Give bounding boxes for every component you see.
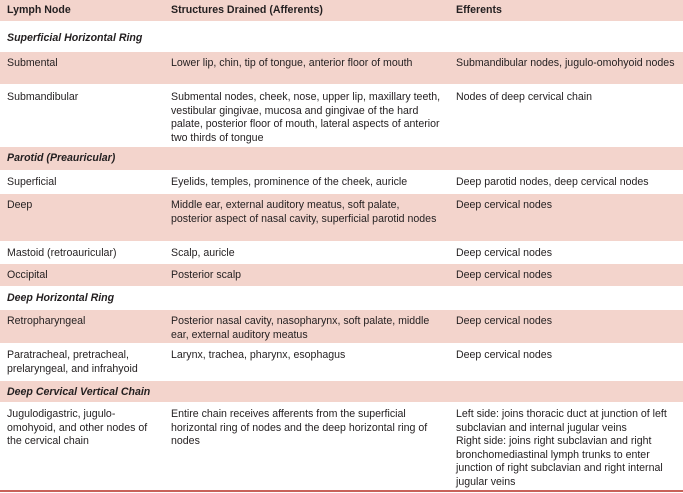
section-row xyxy=(0,287,683,310)
table-row xyxy=(0,264,683,287)
efferents-cell: Deep cervical nodes xyxy=(449,194,683,242)
table-row xyxy=(0,52,683,85)
node-cell: Paratracheal, pretracheal, prelaryngeal, and infrahyoid xyxy=(7,349,138,375)
header-row xyxy=(0,0,683,22)
node-cell: Jugulodigastric, jugulo-omohyoid, and other nodes of the cervical chain xyxy=(7,408,148,448)
node-cell: Mastoid (retroauricular) xyxy=(7,247,117,259)
table-row xyxy=(0,403,683,491)
header-lymph-node: Lymph Node xyxy=(0,0,164,22)
efferents-cell: Deep cervical nodes xyxy=(449,310,683,344)
efferents-cell: Deep cervical nodes xyxy=(456,349,552,361)
section-label: Deep Cervical Vertical Chain xyxy=(0,381,683,403)
afferents-cell: Submental nodes, cheek, nose, upper lip, maxillary teeth, vestibular gingivae, mucosa and gingivae of the hard palate, posterior floor of mouth, lateral aspects of anterior two thirds of tongue xyxy=(171,91,441,144)
table-row xyxy=(0,344,683,381)
header-efferents: Efferents xyxy=(449,0,683,22)
afferents-cell: Eyelids, temples, prominence of the cheek, auricle xyxy=(171,176,408,188)
afferents-cell: Posterior scalp xyxy=(164,264,449,287)
afferents-cell: Larynx, trachea, pharynx, esophagus xyxy=(171,349,346,361)
section-label: Parotid (Preauricular) xyxy=(0,147,683,171)
table-row xyxy=(0,310,683,344)
efferents-cell: Nodes of deep cervical chain xyxy=(456,91,593,103)
afferents-cell: Entire chain receives afferents from the superficial horizontal ring of nodes and the deep horizontal ring of nodes xyxy=(171,408,428,448)
afferents-cell: Lower lip, chin, tip of tongue, anterior floor of mouth xyxy=(164,52,449,85)
afferents-cell: Posterior nasal cavity, nasopharynx, soft palate, middle ear, external auditory meatus xyxy=(164,310,449,344)
table-row xyxy=(0,242,683,264)
efferents-cell: Deep cervical nodes xyxy=(449,264,683,287)
table-row xyxy=(0,171,683,194)
section-label: Deep Horizontal Ring xyxy=(7,292,115,304)
section-row xyxy=(0,381,683,403)
section-label: Superficial Horizontal Ring xyxy=(7,32,143,44)
efferents-cell: Left side: joins thoracic duct at junction of left subclavian and internal jugular veins Right side: joins right subclavian and right bronchomediastinal lymph trunks to enter junction of right subclavian and right internal jugular veins xyxy=(456,408,667,488)
node-cell: Submental xyxy=(0,52,164,85)
efferents-cell: Submandibular nodes, jugulo-omohyoid nodes xyxy=(449,52,683,85)
table-row xyxy=(0,85,683,147)
node-cell: Deep xyxy=(0,194,164,242)
section-row xyxy=(0,147,683,171)
header-afferents: Structures Drained (Afferents) xyxy=(164,0,449,22)
efferents-cell: Deep cervical nodes xyxy=(456,247,552,259)
section-row xyxy=(0,22,683,52)
table-row xyxy=(0,194,683,242)
node-cell: Submandibular xyxy=(7,91,79,103)
node-cell: Superficial xyxy=(7,176,57,188)
node-cell: Occipital xyxy=(0,264,164,287)
efferents-cell: Deep parotid nodes, deep cervical nodes xyxy=(456,176,649,188)
node-cell: Retropharyngeal xyxy=(0,310,164,344)
afferents-cell: Middle ear, external auditory meatus, soft palate, posterior aspect of nasal cavity, superficial parotid nodes xyxy=(164,194,449,242)
afferents-cell: Scalp, auricle xyxy=(171,247,235,259)
